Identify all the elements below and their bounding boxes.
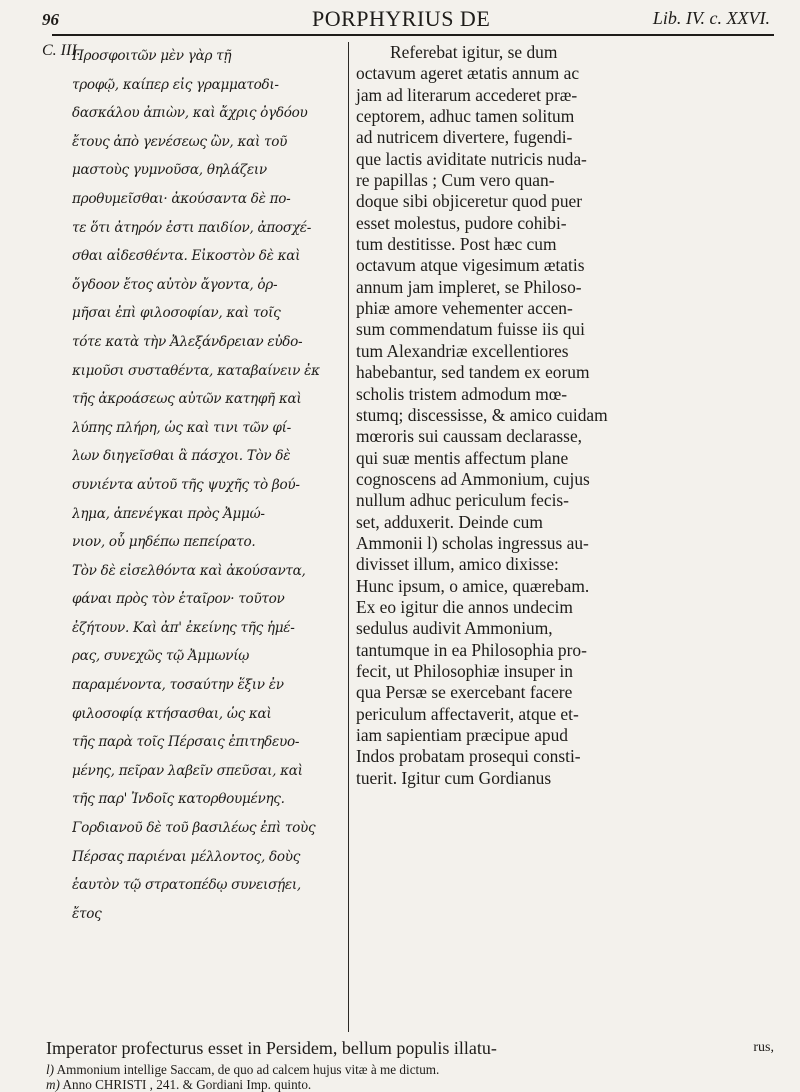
margin-chapter-tag: C. III.: [42, 42, 81, 59]
latin-text-line: periculum affectaverit, atque et-: [356, 703, 579, 724]
latin-text-line: phiæ amore vehementer accen-: [356, 298, 573, 319]
latin-text-line: ad nutricem divertere, fugendi-: [356, 127, 573, 148]
latin-text-line: tum Alexandriæ excellentiores: [356, 340, 569, 361]
greek-text-line: ἑαυτὸν τῷ στρατοπέδῳ συνεισῄει,: [72, 877, 301, 894]
page-number: 96: [42, 10, 59, 29]
latin-text-line: annum jam impleret, se Philoso-: [356, 276, 582, 297]
header-rule: [52, 34, 774, 36]
latin-text-line: sum commendatum fuisse iis qui: [356, 319, 585, 340]
closing-line-text: Imperator profecturus esset in Persidem, bellum populis illatu-: [46, 1038, 497, 1058]
greek-text-line: λων διηγεῖσθαι ἃ πάσχοι. Τὸν δὲ: [72, 448, 291, 465]
latin-text-line: qui suæ mentis affectum plane: [356, 447, 569, 468]
latin-text-line: qua Persæ se exercebant facere: [356, 682, 573, 703]
latin-text-column: [356, 42, 774, 789]
footnote-mark: m): [46, 1077, 60, 1092]
greek-text-line: μῆσαι ἐπὶ φιλοσοφίαν, καὶ τοῖς: [72, 305, 281, 322]
greek-text-line: ἔτους ἀπὸ γενέσεως ὢν, καὶ τοῦ: [72, 133, 288, 150]
latin-text-line: que lactis aviditate nutricis nuda-: [356, 148, 587, 169]
latin-text-line: Ammonii l) scholas ingressus au-: [356, 532, 589, 553]
greek-text-column: [72, 42, 342, 928]
greek-text-line: φάναι πρὸς τὸν ἑταῖρον· τοῦτον: [72, 591, 285, 608]
greek-text-line: τε ὅτι ἀτηρόν ἐστι παιδίον, ἀποσχέ-: [72, 219, 312, 236]
latin-text-line: stumq; discessisse, & amico cuidam: [356, 404, 608, 425]
running-header: [40, 2, 772, 32]
greek-text-line: συνιέντα αὐτοῦ τῆς ψυχῆς τὸ βού-: [72, 476, 300, 493]
greek-text-line: Προσφοιτῶν μὲν γὰρ τῇ: [72, 48, 232, 64]
latin-text-line: jam ad literarum accederet præ-: [356, 84, 578, 105]
footnote-text: Anno CHRISTI , 241. & Gordiani Imp. quinto.: [62, 1077, 312, 1092]
greek-text-line: ρας, συνεχῶς τῷ Ἀμμωνίῳ: [72, 648, 250, 665]
latin-text-line: re papillas ; Cum vero quan-: [356, 170, 555, 191]
greek-text-line: μαστοὺς γυμνοῦσα, θηλάζειν: [72, 162, 267, 179]
running-title: PORPHYRIUS DE: [312, 6, 491, 31]
catchword: rus,: [753, 1040, 774, 1055]
latin-text-line: esset molestus, pudore cohibi-: [356, 212, 567, 233]
greek-text-line: τῆς παρὰ τοῖς Πέρσαις ἐπιτηδευο-: [72, 734, 300, 751]
greek-text-line: Τὸν δὲ εἰσελθόντα καὶ ἀκούσαντα,: [72, 562, 306, 579]
latin-text-line: scholis tristem admodum mœ-: [356, 383, 568, 404]
greek-text-line: σθαι αἰδεσθέντα. Εἰκοστὸν δὲ καὶ: [72, 248, 301, 265]
greek-text-line: κιμοῦσι συσταθέντα, καταβαίνειν ἐκ: [72, 362, 320, 379]
latin-text-line: octavum atque vigesimum ætatis: [356, 255, 585, 276]
latin-text-line: doque sibi objiceretur quod puer: [356, 191, 583, 212]
latin-text-line: mœroris sui caussam declarasse,: [356, 426, 583, 447]
latin-text-line: Indos probatam prosequi consti-: [356, 746, 581, 767]
latin-text-line: fecit, ut Philosophiæ insuper in: [356, 660, 573, 681]
greek-text-line: προθυμεῖσθαι· ἀκούσαντα δὲ πο-: [72, 190, 291, 207]
latin-text-line: divisset illum, amico dixisse:: [356, 554, 559, 575]
column-divider: [348, 42, 349, 1032]
footnote: [46, 1077, 776, 1092]
latin-text-line: Ex eo igitur die annos undecim: [356, 596, 573, 617]
latin-text-line: sedulus audivit Ammonium,: [356, 618, 553, 639]
latin-text-line: habebantur, sed tandem ex eorum: [356, 362, 590, 383]
latin-text-line: octavum ageret ætatis annum ac: [356, 63, 580, 84]
closing-latin-line: [46, 1038, 776, 1059]
footnote-mark: l): [46, 1062, 55, 1077]
greek-text-line: Πέρσας παριέναι μέλλοντος, δοὺς: [72, 848, 301, 865]
latin-text-line: tum destitisse. Post hæc cum: [356, 234, 557, 255]
footnotes: [46, 1062, 776, 1092]
latin-text-line: tuerit. Igitur cum Gordianus: [356, 767, 552, 788]
latin-text-line: iam sapientiam præcipue apud: [356, 725, 569, 745]
latin-text-line: ceptorem, adhuc tamen solitum: [356, 106, 575, 127]
greek-text-line: λημα, ἀπενέγκαι πρὸς Ἀμμώ-: [72, 505, 265, 522]
greek-text-line: δασκάλου ἀπιὼν, καὶ ἄχρις ὀγδόου: [72, 105, 308, 122]
greek-text-line: τροφῷ, καίπερ εἰς γραμματοδι-: [72, 76, 279, 93]
footnote-text: Ammonium intellige Saccam, de quo ad calcem hujus vitæ à me dictum.: [56, 1062, 440, 1077]
greek-text-line: τότε κατὰ τὴν Ἀλεξάνδρειαν εὐδο-: [72, 333, 303, 350]
footnote: [46, 1062, 776, 1077]
greek-text-line: Γορδιανοῦ δὲ τοῦ βασιλέως ἐπὶ τοὺς: [72, 820, 316, 837]
book-chapter-reference: Lib. IV. c. XXVI.: [652, 8, 770, 28]
greek-text-line: ἐζήτουν. Καὶ ἀπ' ἐκείνης τῆς ἡμέ-: [72, 619, 295, 636]
greek-text-line: ὄγδοον ἔτος αὐτὸν ἄγοντα, ὁρ-: [72, 276, 278, 293]
latin-text-line: Referebat igitur, se dum: [390, 42, 558, 62]
latin-text-line: cognoscens ad Ammonium, cujus: [356, 468, 590, 489]
latin-text-line: nullum adhuc periculum fecis-: [356, 490, 569, 511]
greek-text-line: ἔτος: [72, 905, 102, 922]
latin-text-line: set, adduxerit. Deinde cum: [356, 511, 543, 532]
greek-text-line: λύπης πλήρη, ὡς καὶ τινι τῶν φί-: [72, 419, 291, 436]
greek-text-line: μένης, πεῖραν λαβεῖν σπεῦσαι, καὶ: [72, 762, 303, 779]
greek-text-line: παραμένοντα, τοσαύτην ἕξιν ἐν: [72, 677, 284, 694]
latin-text-line: tantumque in ea Philosophia pro-: [356, 639, 587, 660]
greek-text-line: νιον, οὗ μηδέπω πεπείρατο.: [72, 534, 256, 551]
greek-text-line: φιλοσοφίᾳ κτήσασθαι, ὡς καὶ: [72, 705, 272, 722]
greek-text-line: τῆς ἀκροάσεως αὐτῶν κατηφῆ καὶ: [72, 391, 302, 408]
greek-text-line: τῆς παρ' Ἰνδοῖς κατορθουμένης.: [72, 791, 285, 808]
latin-text-line: Hunc ipsum, o amice, quærebam.: [356, 575, 590, 596]
